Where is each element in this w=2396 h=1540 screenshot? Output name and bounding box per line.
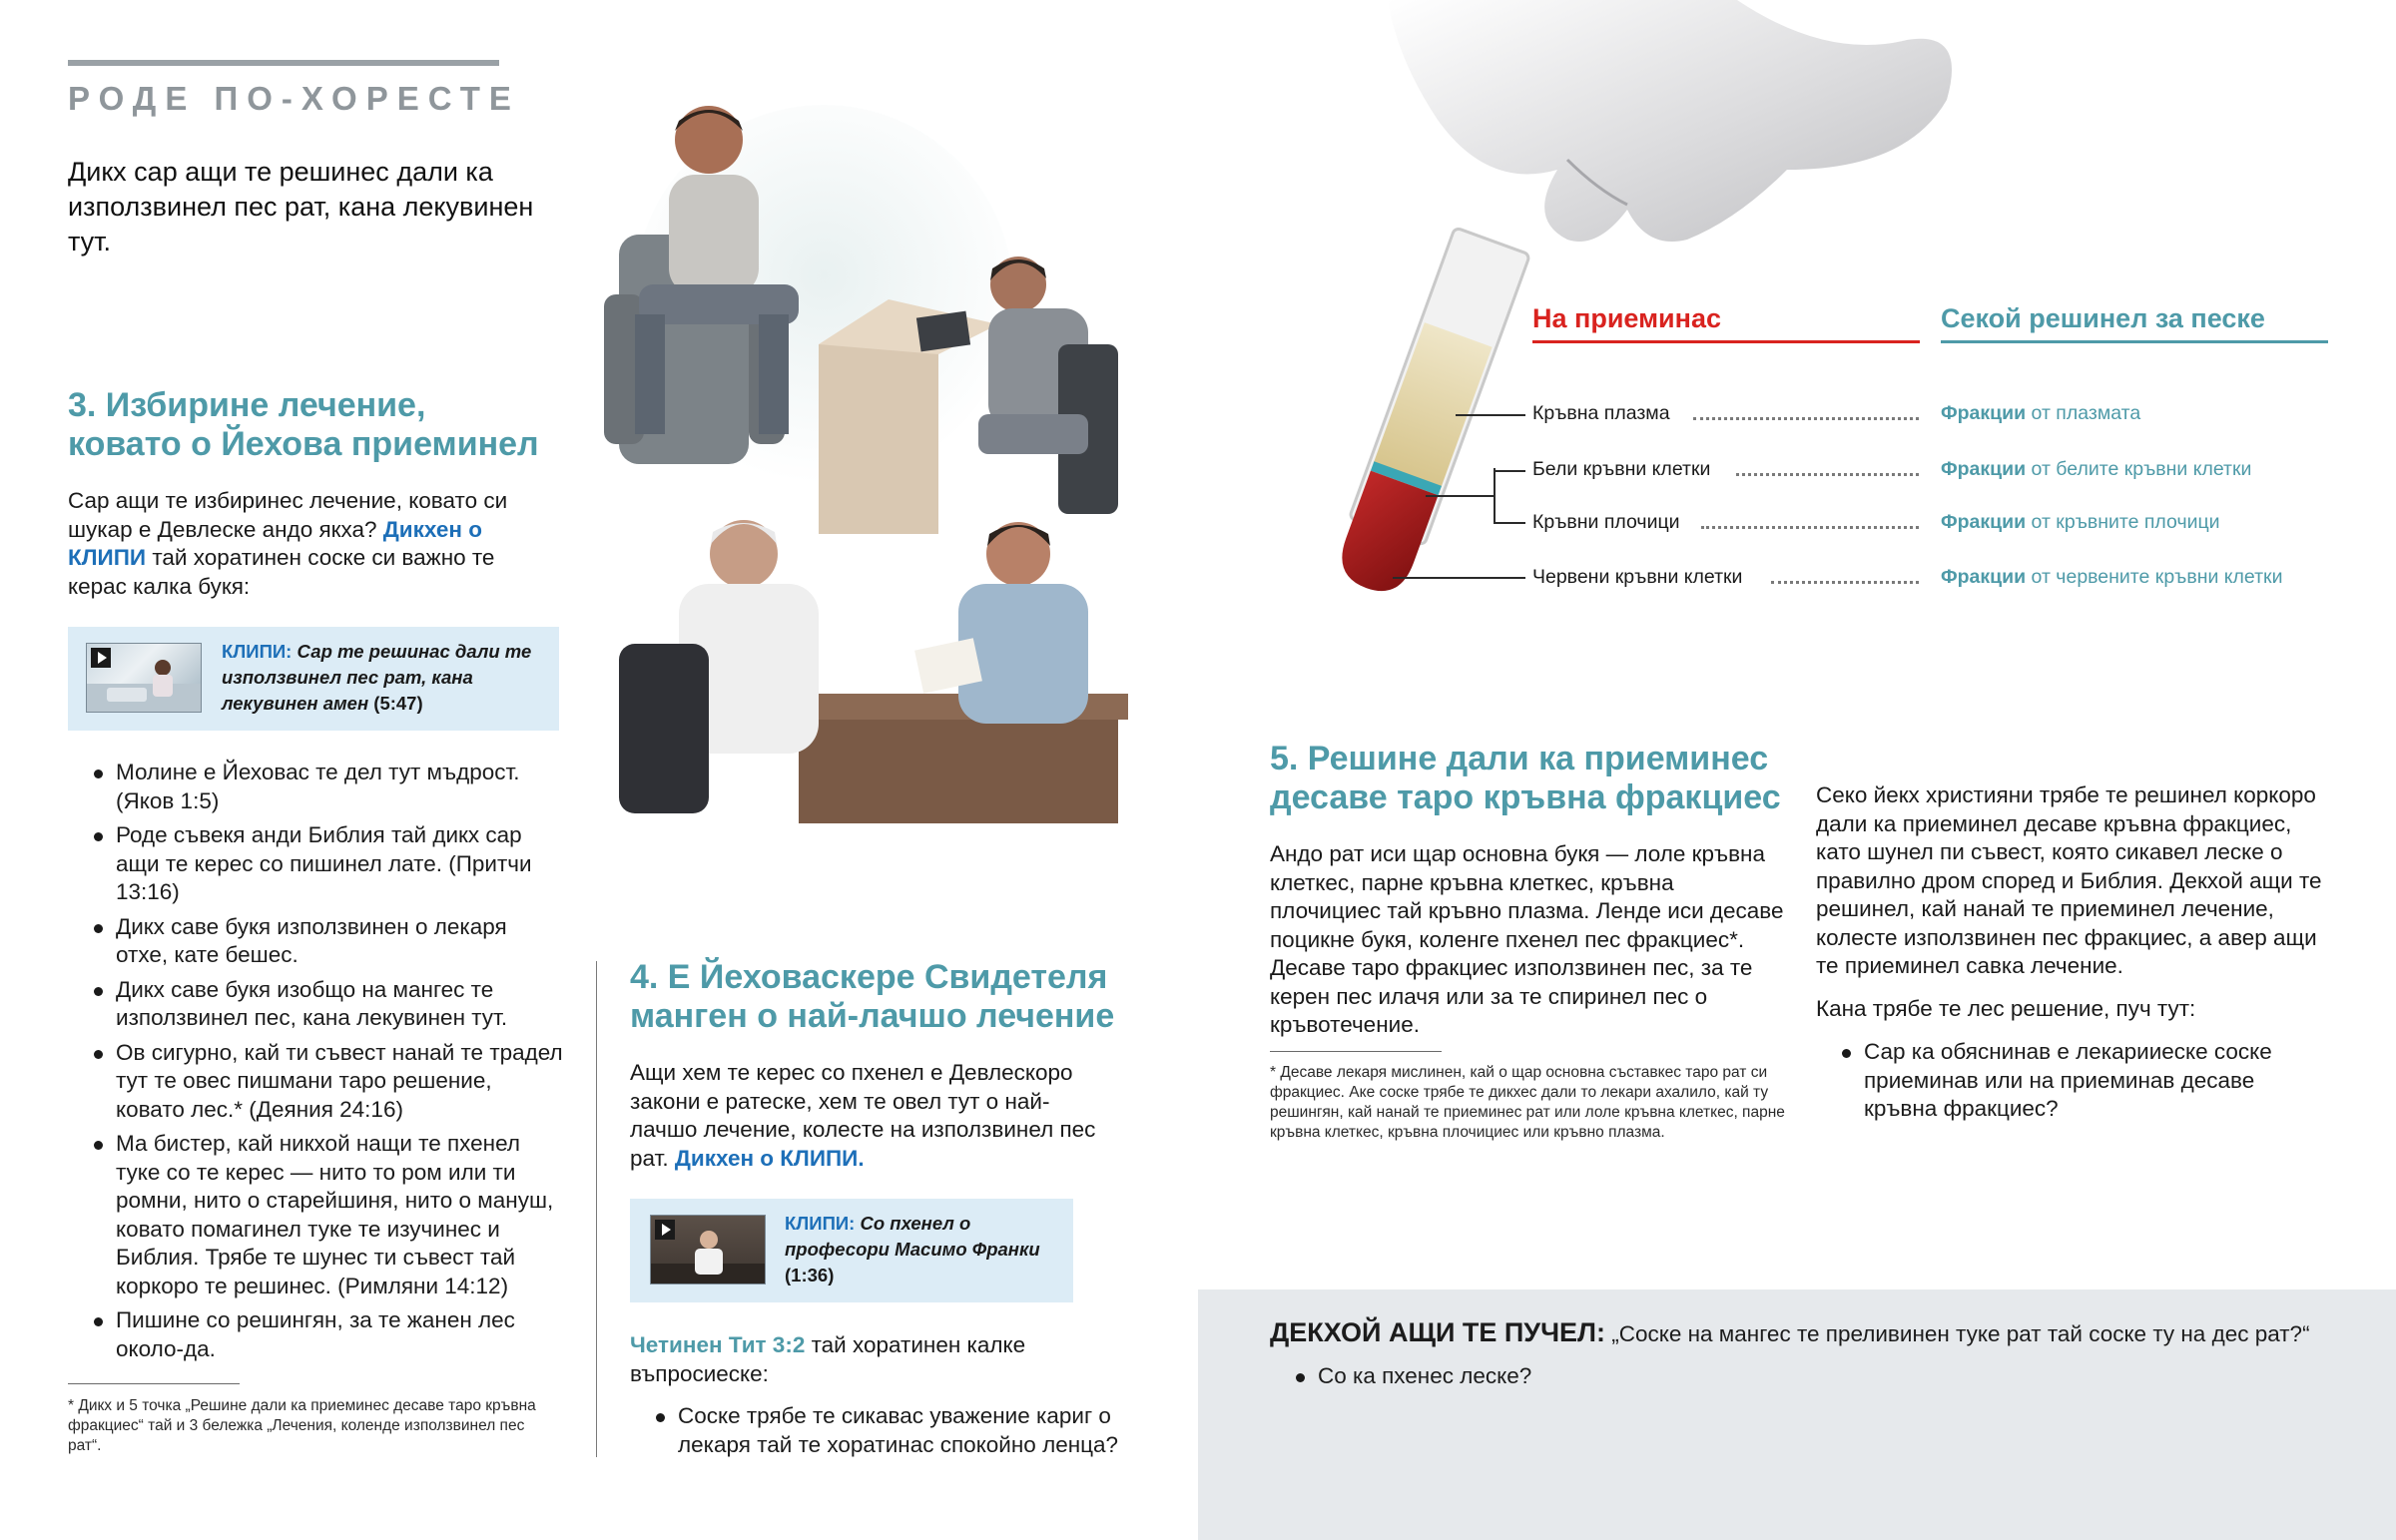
section4-bullet-list [632,1402,1131,1465]
illustration-people [599,85,1178,843]
section3-body [68,487,553,601]
section4-read-text: тай хоратинен калке въпросиеске: [630,1332,1026,1386]
fraction-rest: от кръвните плочици [2031,511,2220,533]
list-item: Соске трябе те сикавас уважение кариг о лекаря тай те хоратинас спокойно ленца? [632,1402,1131,1459]
section4-read [630,1331,1115,1388]
component-plasma: Кръвна плазма [1532,402,1670,424]
leader-line [1456,414,1525,416]
column-title-refuse: На приеминас [1532,303,1721,333]
question-line [1270,1317,2378,1349]
leader-bracket [1494,468,1496,523]
column-title-conscience: Секой решинел за песке [1941,303,2265,333]
list-item: Дикх саве букя използвинен о лекаря отхе, кате бешес. [70,913,563,970]
section4-title [630,958,1189,1036]
section3-video-link[interactable]: Дикхен о КЛИПИ [68,516,482,570]
fraction-plasma [1941,402,2140,425]
video-thumbnail[interactable] [650,1215,766,1284]
section4-title-line2: манген о най-лачшо лечение [630,997,1115,1035]
section4-body [630,1059,1115,1173]
leader-line [1426,495,1496,497]
section5-title-line2: десаве таро кръвна фракциес [1270,778,1781,816]
list-item: Ма бистер, кай никхой нащи те пхенел туке со те керес — нито то ром или ти ромни, нито о старейшиня, нито о мануш, ковато помагинел туке те изучинес и Библия. Трябе те шунес ти съвест тай коркоро те решинес. (Римляни 14:12) [70,1130,563,1300]
fraction-word: Фракции [1941,566,2027,588]
section3-body-text2: тай хоратинен соске си важно те керас калка букя: [68,545,495,599]
scripture-link[interactable]: Четинен Тит 3:2 [630,1332,806,1357]
dot-leader [1701,526,1919,529]
video-label: КЛИПИ: [222,641,293,662]
footnote-rule [1270,1051,1442,1052]
fraction-rest: от плазмата [2031,402,2141,424]
list-item: Дикх саве букя изобщо на мангес те използвинел пес, кана лекувинен тут. [70,976,563,1033]
section3-bullet-list [70,759,563,1369]
question-text: „Соске на мангес те преливинен туке рат тай соске ту на дес рат?“ [1611,1321,2310,1346]
section4-video-card[interactable] [630,1199,1073,1302]
fraction-platelets [1941,511,2220,534]
list-item: Со ка пхенес леске? [1272,1362,1971,1391]
kicker-bar [68,60,499,66]
section4-video-link[interactable]: Дикхен о КЛИПИ. [674,1145,865,1171]
section4-title-line1: 4. Е Йеховаскере Свидетеля [630,958,1108,996]
play-icon [91,648,111,668]
section3-video-card[interactable] [68,627,559,731]
section5-think-lead: Кана трябе те лес решение, пуч тут: [1816,996,2196,1021]
section4-body-text: Ащи хем те керес со пхенел е Девлескоро закони е ратеске, хем те овел тут о най-лачшо лечение, колесте на използвинел пес рат. [630,1060,1096,1171]
component-red-cells: Червени кръвни клетки [1532,566,1743,588]
list-item: Роде съвекя анди Библия тай дикх сар ащи те керес со пишинел лате. (Притчи 13:16) [70,821,563,907]
footnote-rule [68,1383,240,1384]
component-white-cells: Бели кръвни клетки [1532,458,1711,480]
section5-body-right: Секо йекх християни трябе те решинел коркоро дали ка приеминел десаве кръвна фракциес, като шунел пи съвест, която сикавел леске о правилно дром според и Библия. Декхой ащи те решинел, кай нанай те приеминел лечение, колесте използвинен пес фракциес, а авер ащи те приеминел савка лечение. [1816,782,2322,978]
dot-leader [1736,473,1919,476]
list-item: Пишине со решингян, за те жанен лес около-да. [70,1306,563,1363]
section3-footnote: * Дикх и 5 точка „Решине дали ка приеминес десаве таро кръвна фракциес“ тай и 3 бележка „Лечения, коленде използвинел пес рат“. [68,1397,536,1454]
video-label: КЛИПИ: [785,1213,856,1234]
video-title: Сар те решинас дали те използвинел пес рат, кана лекувинен амен [222,641,532,714]
fraction-word: Фракции [1941,458,2027,480]
leader-line [1494,470,1525,472]
column-rule-conscience [1941,340,2328,343]
section3-title-line2: ковато о Йехова приеминел [68,425,539,463]
leader-line [1494,522,1525,524]
section3-title [68,386,627,464]
section3-video-caption [222,639,551,717]
section3-body-text: Сар ащи те избиринес лечение, ковато си шукар е Девлеске андо якха? [68,488,508,542]
section3-title-line1: 3. Избирине лечение, [68,386,426,424]
question-bullet-list [1272,1362,1971,1397]
section5-body-left: Андо рат иси щар основна букя — лоле кръвна клеткес, парне кръвна клеткес, кръвна плочициес тай кръвно плазма. Ленде иси десаве поцикне букя, коленге пхенел пес фракциес*. Десаве таро фракциес използвинен пес, за те керен пес илачя или за те спиринел пес о кръвотечение. [1270,841,1784,1037]
video-duration: (5:47) [373,693,423,714]
fraction-word: Фракции [1941,402,2027,424]
column-divider [596,961,597,1457]
section5-footnote: * Десаве лекаря мислинен, кай о щар основна съставкес таро рат си фракциес. Аке соске трябе те дикхес дали то лекари ахалило, кай ту решингян, кай нанай те приеминес рат или лоле кръвна клеткес, парне кръвна клеткес, кръвна плочициес или кръвно плазма. [1270,1064,1785,1141]
list-item: Молине е Йеховас те дел тут мъдрост. (Яков 1:5) [70,759,563,815]
fraction-word: Фракции [1941,511,2027,533]
fraction-red-cells [1941,566,2282,589]
video-thumbnail[interactable] [86,643,202,713]
leader-line [1393,577,1525,579]
fraction-rest: от белите кръвни клетки [2031,458,2252,480]
section5-title [1270,740,1829,817]
section5-bullet-list [1818,1038,2333,1130]
dot-leader [1771,581,1919,584]
column-rule-refuse [1532,340,1920,343]
section4-video-caption [785,1211,1064,1288]
intro-text: Дикх сар ащи те решинес дали ка използвинел пес рат, кана лекувинен тут. [68,157,534,257]
play-icon [655,1220,675,1240]
video-duration: (1:36) [785,1265,835,1285]
list-item: Сар ка обяснинав е лекарииеске соске приеминав или на приеминав десаве кръвна фракциес? [1818,1038,2333,1124]
kicker-heading: РОДЕ ПО-ХОРЕСТЕ [68,80,520,117]
question-label: ДЕКХОЙ АЩИ ТЕ ПУЧЕЛ: [1270,1317,1605,1347]
dot-leader [1693,417,1919,420]
fraction-rest: от червените кръвни клетки [2031,566,2283,588]
fraction-white-cells [1941,458,2251,481]
video-title: Со пхенел о професори Масимо Франки [785,1213,1040,1260]
component-platelets: Кръвни плочици [1532,511,1680,533]
section5-title-line1: 5. Решине дали ка приеминес [1270,740,1769,777]
list-item: Ов сигурно, кай ти съвест нанай те традел тут те овес пишмани таро решение, ковато лес.* (Деяния 24:16) [70,1039,563,1125]
